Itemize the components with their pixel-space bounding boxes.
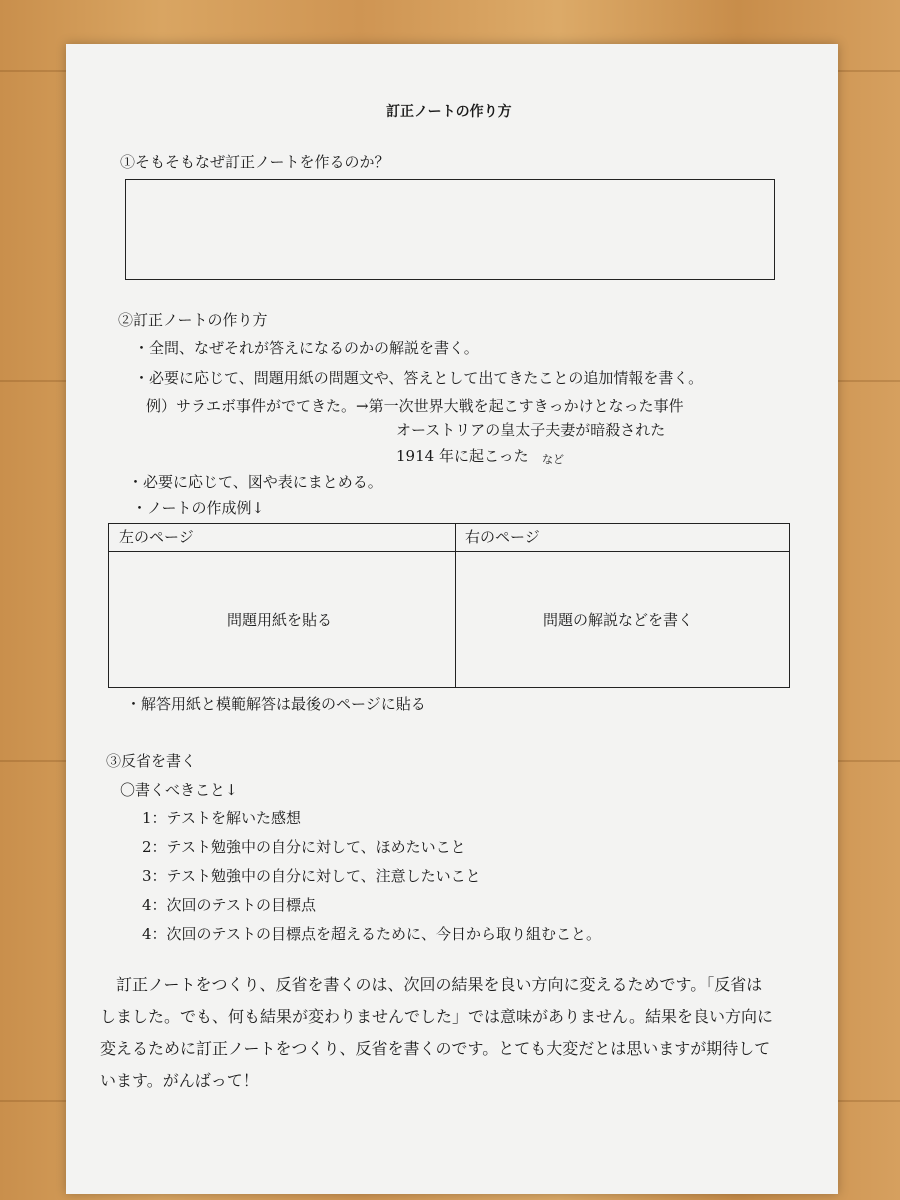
closing-line: しました。でも、何も結果が変わりませんでした」では意味がありません。結果を良い方向に xyxy=(100,1007,773,1026)
section3-heading: ③反省を書く xyxy=(106,752,197,770)
closing-line: います。がんばって！ xyxy=(100,1071,259,1090)
reflection-item: 1：テストを解いた感想 xyxy=(142,809,301,827)
reflection-item: 3：テスト勉強中の自分に対して、注意したいこと xyxy=(142,867,481,885)
answer-box[interactable] xyxy=(125,179,775,280)
right-page-header: 右のページ xyxy=(465,528,540,546)
bullet-extra-info: ・必要に応じて、問題用紙の問題文や、答えとして出てきたことの追加情報を書く。 xyxy=(134,369,704,387)
example-line: オーストリアの皇太子夫妻が暗殺された xyxy=(396,421,666,439)
example-line: 1914 年に起こった xyxy=(396,447,529,465)
example-etc: など xyxy=(542,453,564,466)
closing-line: 変えるために訂正ノートをつくり、反省を書くのです。とても大変だとは思いますが期待して xyxy=(100,1039,771,1058)
reflection-item: 4：次回のテストの目標点を超えるために、今日から取り組むこと。 xyxy=(142,925,601,943)
closing-line: 訂正ノートをつくり、反省を書くのは、次回の結果を良い方向に変えるためです。「反省は xyxy=(100,975,763,994)
example-line: 例）サラエボ事件がでてきた。→第一次世界大戦を起こすきっかけとなった事件 xyxy=(146,397,684,415)
reflection-item: 2：テスト勉強中の自分に対して、ほめたいこと xyxy=(142,838,466,856)
right-page-body: 問題の解説などを書く xyxy=(543,611,694,629)
section1-heading: ①そもそもなぜ訂正ノートを作るのか？ xyxy=(120,153,390,171)
reflection-item: 4：次回のテストの目標点 xyxy=(142,896,316,914)
table-divider xyxy=(109,551,789,552)
left-page-header: 左のページ xyxy=(119,528,194,546)
section2-heading: ②訂正ノートの作り方 xyxy=(118,311,268,329)
section3-subheading: 〇書くべきこと↓ xyxy=(120,781,238,799)
bullet-sample: ・ノートの作成例↓ xyxy=(132,499,265,517)
bullet-diagram: ・必要に応じて、図や表にまとめる。 xyxy=(128,473,383,491)
page-title: 訂正ノートの作り方 xyxy=(386,104,512,120)
left-page-body: 問題用紙を貼る xyxy=(227,611,333,629)
bullet-explanation: ・全問、なぜそれが答えになるのかの解説を書く。 xyxy=(134,339,479,357)
bullet-answer-sheet: ・解答用紙と模範解答は最後のページに貼る xyxy=(126,695,426,713)
worksheet-paper xyxy=(66,44,838,1194)
table-divider xyxy=(455,524,456,687)
notebook-example-table xyxy=(108,523,790,688)
